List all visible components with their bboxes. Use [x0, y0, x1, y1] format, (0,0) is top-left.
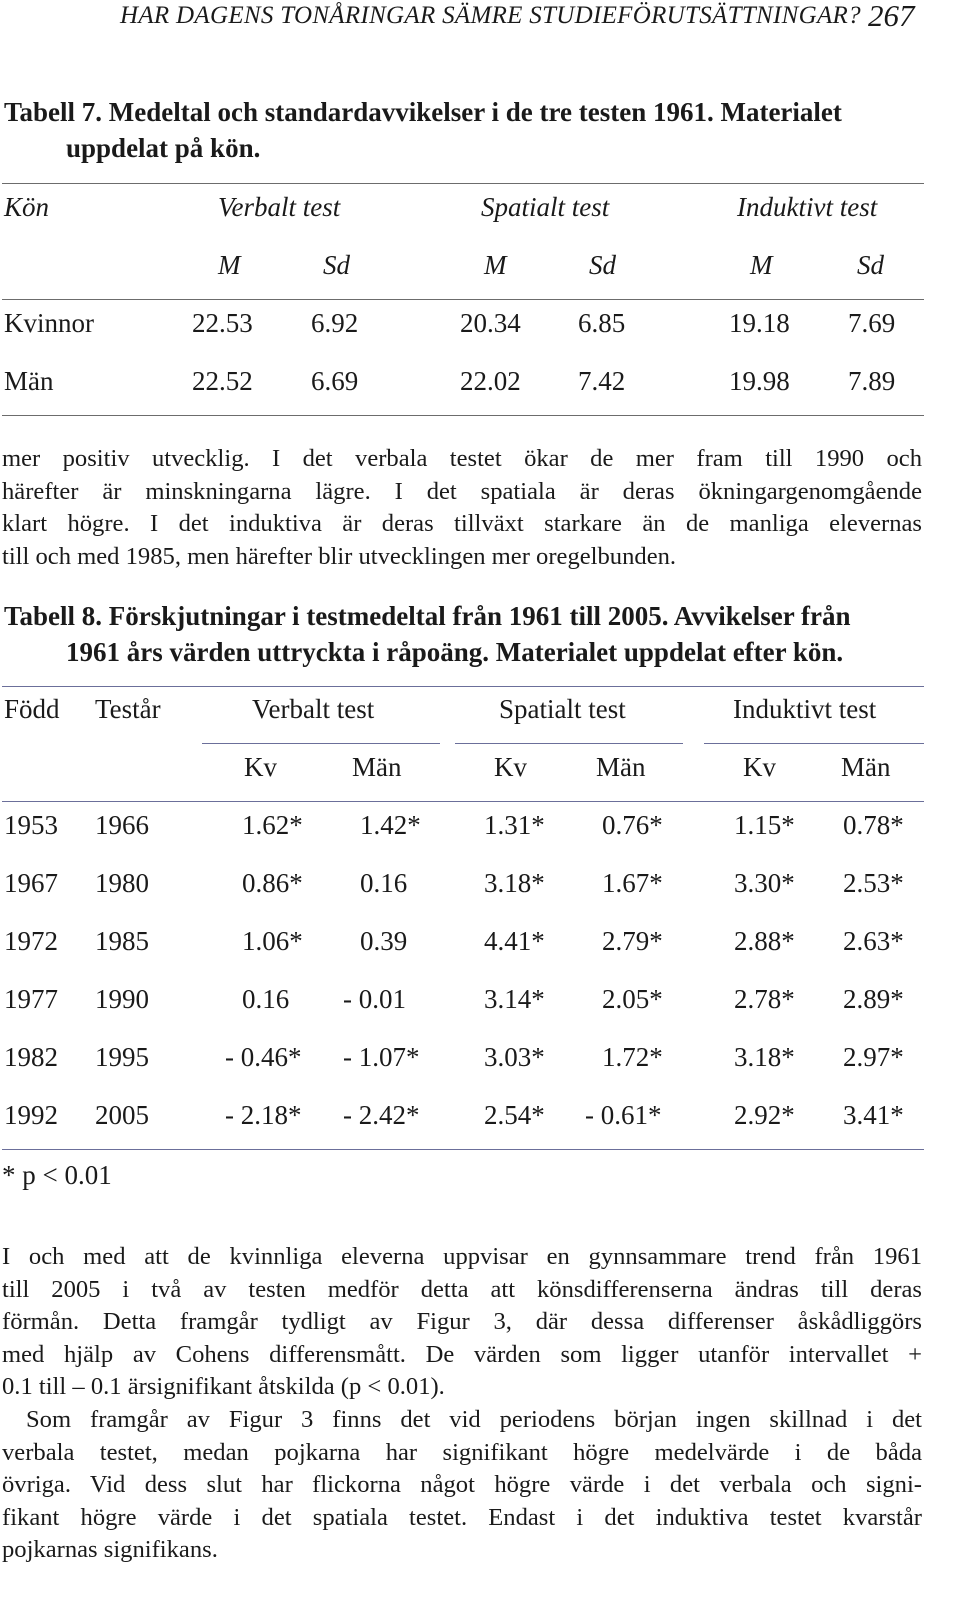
- text-line: till 2005 i två av testen medför detta att könsdifferenserna ändras till deras: [2, 1275, 922, 1303]
- table7-cell: 22.53: [192, 308, 253, 338]
- text-line: mer positiv utvecklig. I det verbala testet ökar de mer fram till 1990 och: [2, 445, 922, 472]
- table8-cell: 2.97*: [843, 1042, 904, 1072]
- text-line: verbala testet, medan pojkarna har signifikant högre medelvärde i de båda: [2, 1438, 922, 1466]
- table8-sub-man: Män: [352, 752, 402, 782]
- table8-caption-line2: 1961 års värden uttryckta i råpoäng. Materialet uppdelat efter kön.: [66, 637, 844, 667]
- body-paragraph-3: [2, 1404, 922, 1567]
- table7-caption-line2: uppdelat på kön.: [66, 133, 261, 163]
- table8-cell: 1.42*: [360, 810, 421, 840]
- text-line: 0.1 till – 0.1 ärsignifikant åtskilda (p < 0.01).: [2, 1373, 445, 1400]
- table7-group-spatial: Spatialt test: [481, 192, 610, 222]
- table8-footnote: * p < 0.01: [2, 1160, 112, 1190]
- table7-cell: 7.69: [848, 308, 896, 338]
- table8-sub-kv: Kv: [743, 752, 776, 782]
- text-line: övriga. Vid dess slut har flickorna något högre värde i det verbala och signi-: [2, 1471, 922, 1498]
- table8-cell: 3.03*: [484, 1042, 545, 1072]
- table8-test-year: 1966: [95, 810, 149, 840]
- table7-group-verbal: Verbalt test: [218, 192, 341, 222]
- table8-cell: 0.39: [360, 926, 408, 956]
- table8-cell: 2.53*: [843, 868, 904, 898]
- table8-cell: 3.18*: [734, 1042, 795, 1072]
- table8-cell: 3.30*: [734, 868, 795, 898]
- text-line: härefter är minskningarna lägre. I det spatiala är deras ökningargenomgående: [2, 477, 922, 505]
- table7-cell: 7.89: [848, 366, 896, 396]
- text-line: I och med att de kvinnliga eleverna uppvisar en gynnsammare trend från 1961: [2, 1243, 922, 1270]
- table8-cell: 3.41*: [843, 1100, 904, 1130]
- table8-group-spatial: Spatialt test: [499, 694, 626, 724]
- table7-top-rule: [2, 183, 924, 184]
- table8-bottom-rule: [2, 1149, 924, 1150]
- table8-cell: 1.06*: [242, 926, 303, 956]
- table8-test-year: 2005: [95, 1100, 149, 1130]
- table7-sub-sd: Sd: [857, 250, 884, 280]
- table7-caption-line1: Tabell 7. Medeltal och standardavvikelser i de tre testen 1961. Materialet: [4, 97, 842, 127]
- table8-top-rule: [2, 686, 924, 687]
- table7-caption: [4, 94, 842, 166]
- table8-born: 1982: [4, 1042, 58, 1072]
- table8-cell: 0.16: [242, 984, 290, 1014]
- table8-cell: 2.54*: [484, 1100, 545, 1130]
- table8-cell: 3.14*: [484, 984, 545, 1014]
- table7-cell: 7.42: [578, 366, 626, 396]
- text-line: Som framgår av Figur 3 finns det vid periodens början ingen skillnad i det: [26, 1406, 922, 1433]
- text-line: med hjälp av Cohens differensmått. De värden som ligger utanför intervallet +: [2, 1340, 922, 1368]
- table8-cell: 1.72*: [602, 1042, 663, 1072]
- table7-group-inductive: Induktivt test: [737, 192, 878, 222]
- table8-cell: - 2.18*: [225, 1100, 302, 1130]
- table8-cell: 2.89*: [843, 984, 904, 1014]
- text-line: till och med 1985, men härefter blir utvecklingen mer oregelbunden.: [2, 542, 677, 570]
- table8-test-year: 1990: [95, 984, 149, 1014]
- table8-group-verbal: Verbalt test: [252, 694, 375, 724]
- text-line: pojkarnas signifikans.: [2, 1536, 218, 1563]
- table8-cell: 0.86*: [242, 868, 303, 898]
- body-paragraph-1: [2, 443, 922, 573]
- table8-cell: 1.15*: [734, 810, 795, 840]
- table8-cell: 2.79*: [602, 926, 663, 956]
- table7-row-label: Kvinnor: [4, 308, 94, 338]
- table7-cell: 6.92: [311, 308, 359, 338]
- table8-cell: 0.76*: [602, 810, 663, 840]
- table7-sub-sd: Sd: [323, 250, 350, 280]
- table8-test-year: 1980: [95, 868, 149, 898]
- table8-header-fodd: Född: [4, 694, 60, 724]
- table8-sub-man: Män: [596, 752, 646, 782]
- table8-cell: 4.41*: [484, 926, 545, 956]
- table8-born: 1953: [4, 810, 58, 840]
- table7-mid-rule: [2, 299, 924, 300]
- table8-group-rule-verbal: [202, 743, 440, 744]
- table8-born: 1967: [4, 868, 58, 898]
- table8-group-inductive: Induktivt test: [733, 694, 877, 724]
- table8-born: 1992: [4, 1100, 58, 1130]
- table7-sub-m: M: [218, 250, 241, 280]
- table8-caption-line1: Tabell 8. Förskjutningar i testmedeltal från 1961 till 2005. Avvikelser från: [4, 601, 851, 631]
- text-line: klart högre. I det induktiva är deras tillväxt starkare än de manliga elevernas: [2, 510, 922, 537]
- table8-group-rule-inductive: [704, 743, 924, 744]
- table8-cell: 0.16: [360, 868, 408, 898]
- table7-cell: 19.18: [729, 308, 790, 338]
- table7-sub-m: M: [484, 250, 507, 280]
- table8-cell: 2.88*: [734, 926, 795, 956]
- table8-test-year: 1985: [95, 926, 149, 956]
- table8-cell: 2.78*: [734, 984, 795, 1014]
- table8-cell: 2.63*: [843, 926, 904, 956]
- table7-cell: 6.85: [578, 308, 626, 338]
- table8-born: 1972: [4, 926, 58, 956]
- table8-cell: 2.92*: [734, 1100, 795, 1130]
- table7-header-kon: Kön: [4, 192, 50, 222]
- table7-sub-sd: Sd: [589, 250, 616, 280]
- table8-header-testar: Testår: [95, 694, 161, 724]
- table7-cell: 19.98: [729, 366, 790, 396]
- table8-test-year: 1995: [95, 1042, 149, 1072]
- table8-sub-kv: Kv: [244, 752, 277, 782]
- table8-mid-rule: [2, 801, 924, 802]
- running-head: HAR DAGENS TONÅRINGAR SÄMRE STUDIEFÖRUTSÄTTNINGAR?: [120, 2, 861, 29]
- page-number: 267: [868, 0, 915, 33]
- table8-cell: 3.18*: [484, 868, 545, 898]
- table7-cell: 22.52: [192, 366, 253, 396]
- text-line: fikant högre värde i det spatiala testet. Endast i det induktiva testet kvarstår: [2, 1503, 922, 1531]
- table8-cell: 0.78*: [843, 810, 904, 840]
- table7-row-label: Män: [4, 366, 54, 396]
- table8-cell: 1.31*: [484, 810, 545, 840]
- table8-cell: 1.62*: [242, 810, 303, 840]
- table8-cell: - 0.46*: [225, 1042, 302, 1072]
- table8-cell: - 0.61*: [585, 1100, 662, 1130]
- table7-cell: 22.02: [460, 366, 521, 396]
- table7-sub-m: M: [750, 250, 773, 280]
- table8-sub-man: Män: [841, 752, 891, 782]
- table8-group-rule-spatial: [455, 743, 683, 744]
- text-line: förmån. Detta framgår tydligt av Figur 3, där dessa differenser åskådliggörs: [2, 1308, 922, 1335]
- table8-cell: - 1.07*: [343, 1042, 420, 1072]
- table8-cell: 2.05*: [602, 984, 663, 1014]
- table8-cell: - 2.42*: [343, 1100, 420, 1130]
- table8-born: 1977: [4, 984, 58, 1014]
- table8-cell: 1.67*: [602, 868, 663, 898]
- body-paragraph-2: [2, 1241, 922, 1404]
- table7-bottom-rule: [2, 415, 924, 416]
- table7-cell: 6.69: [311, 366, 359, 396]
- table8-cell: - 0.01: [343, 984, 406, 1014]
- table8-sub-kv: Kv: [494, 752, 527, 782]
- table7-cell: 20.34: [460, 308, 521, 338]
- table8-caption: [4, 598, 850, 670]
